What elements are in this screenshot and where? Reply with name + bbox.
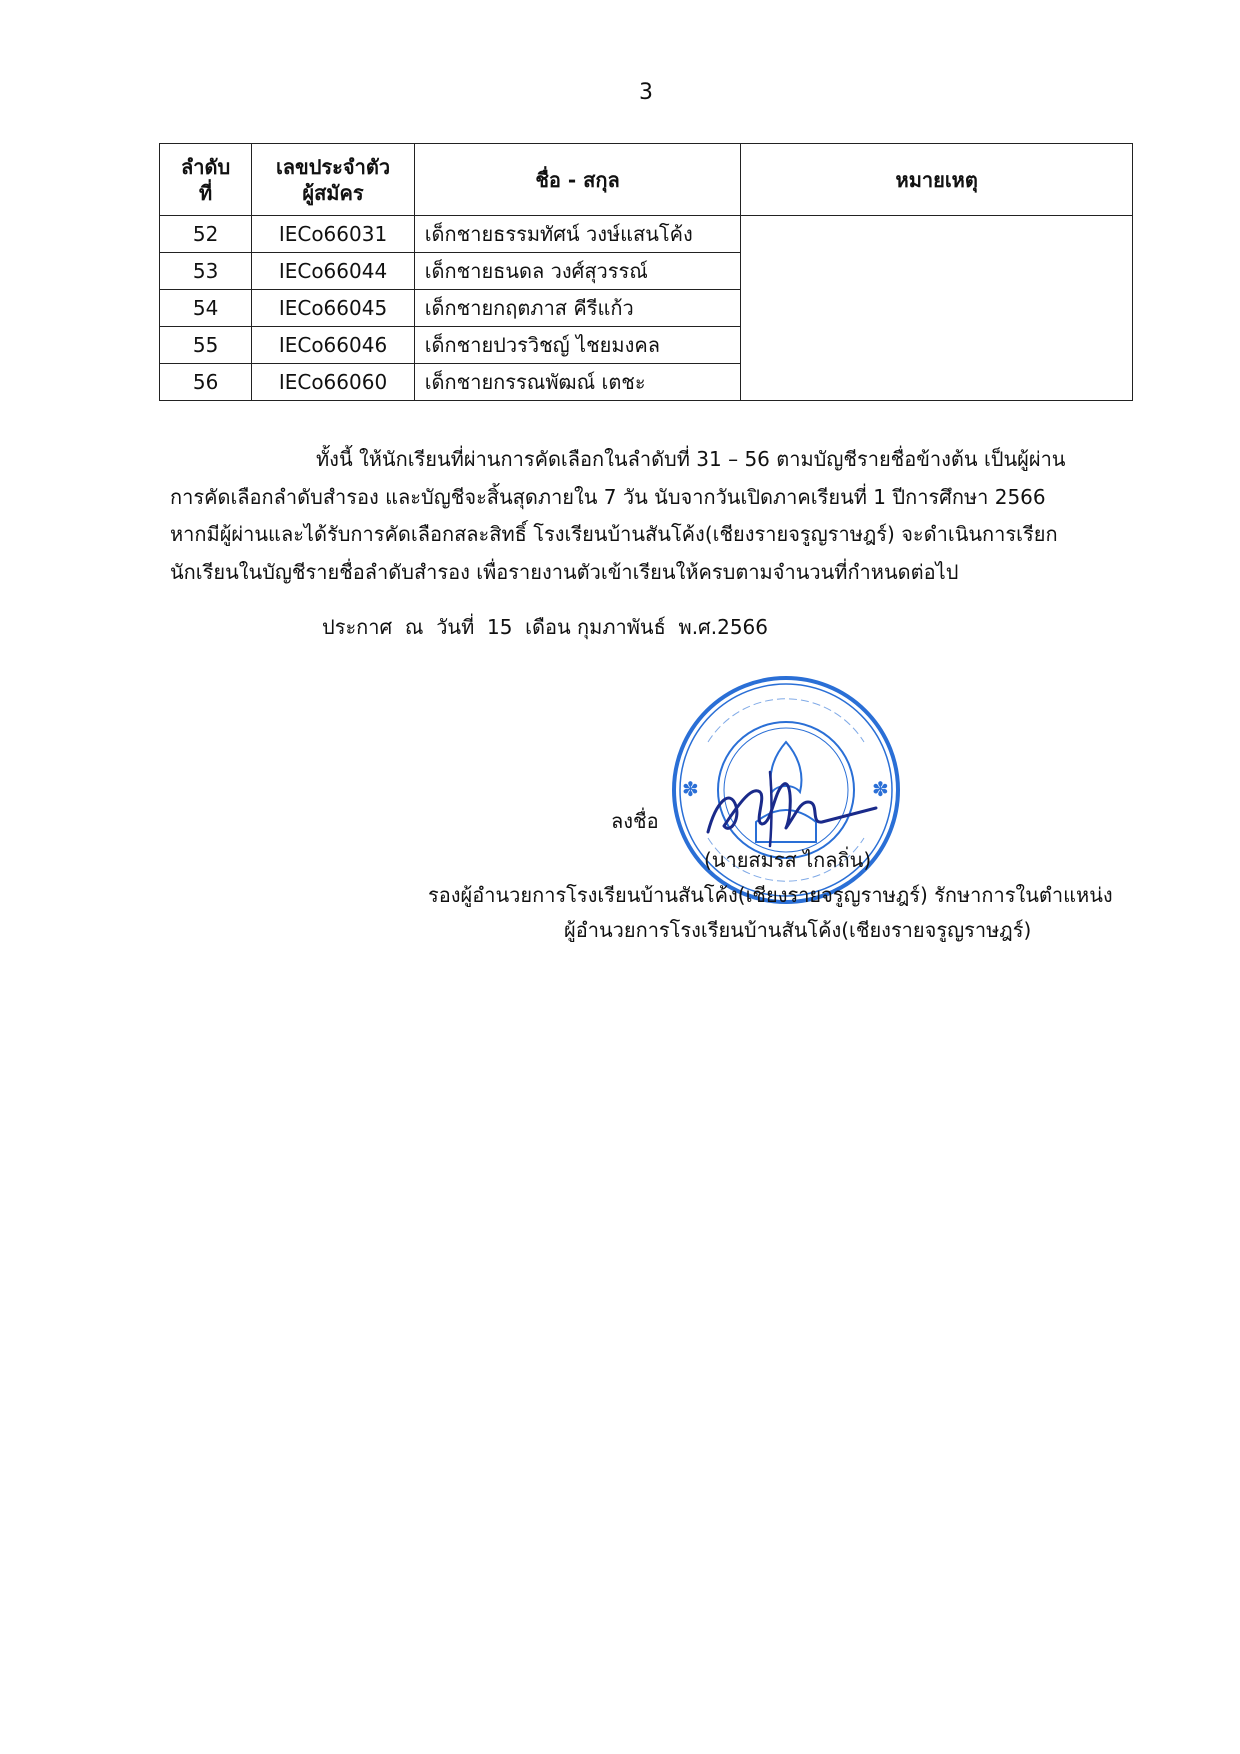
row-order: 54	[160, 290, 252, 327]
handwritten-signature	[700, 762, 880, 852]
row-order: 56	[160, 364, 252, 401]
signer-name: (นายสมรส ไกลถิ่น)	[704, 848, 872, 872]
row-name: เด็กชายกรรณพัฒณ์ เตชะ	[414, 364, 741, 401]
header-applicant-id	[252, 144, 414, 216]
row-name: เด็กชายปวรวิชญ์ ไชยมงคล	[414, 327, 741, 364]
row-applicant-id: IECo66031	[252, 216, 414, 253]
row-order: 55	[160, 327, 252, 364]
signer-position-line1: รองผู้อำนวยการโรงเรียนบ้านสันโค้ง(เชียงรายจรูญราษฎร์) รักษาการในตำแหน่ง	[428, 883, 1113, 907]
announcement-date: ประกาศ ณ วันที่ 15 เดือน กุมภาพันธ์ พ.ศ.2566	[322, 615, 769, 639]
row-name: เด็กชายธนดล วงศ์สุวรรณ์	[414, 253, 741, 290]
table-row	[160, 216, 1133, 253]
row-applicant-id: IECo66045	[252, 290, 414, 327]
table-header-row	[160, 144, 1133, 216]
page-number: 3	[639, 80, 653, 105]
row-applicant-id: IECo66046	[252, 327, 414, 364]
row-applicant-id: IECo66044	[252, 253, 414, 290]
remark-cell	[741, 216, 1133, 401]
row-applicant-id: IECo66060	[252, 364, 414, 401]
candidate-table	[159, 143, 1133, 401]
header-name: ชื่อ - สกุล	[414, 144, 741, 216]
body-line: ทั้งนี้ ให้นักเรียนที่ผ่านการคัดเลือกในลำดับที่ 31 – 56 ตามบัญชีรายชื่อข้างต้น เป็นผู้ผ่าน	[316, 447, 1066, 471]
row-name: เด็กชายกฤตภาส คีรีแก้ว	[414, 290, 741, 327]
header-order-line2: ที่	[199, 180, 213, 205]
header-order-line1: ลำดับ	[181, 154, 231, 179]
svg-text:✽: ✽	[872, 777, 889, 801]
row-order: 52	[160, 216, 252, 253]
body-line: การคัดเลือกลำดับสำรอง และบัญชีจะสิ้นสุดภายใน 7 วัน นับจากวันเปิดภาคเรียนที่ 1 ปีการศึกษา 2566	[170, 484, 1046, 509]
svg-text:✽: ✽	[682, 777, 699, 801]
signature-label: ลงชื่อ	[611, 809, 659, 833]
signer-position-line2: ผู้อำนวยการโรงเรียนบ้านสันโค้ง(เชียงรายจรูญราษฎร์)	[564, 918, 1032, 942]
body-line: หากมีผู้ผ่านและได้รับการคัดเลือกสละสิทธิ์ โรงเรียนบ้านสันโค้ง(เชียงรายจรูญราษฎร์) จะดำเนินการเรียก	[170, 522, 1058, 546]
header-id-line1: เลขประจำตัว	[275, 154, 391, 179]
header-remark: หมายเหตุ	[741, 144, 1133, 216]
body-paragraph	[170, 441, 1118, 591]
body-line: นักเรียนในบัญชีรายชื่อลำดับสำรอง เพื่อรายงานตัวเข้าเรียนให้ครบตามจำนวนที่กำหนดต่อไป	[170, 559, 959, 584]
header-order	[160, 144, 252, 216]
row-name: เด็กชายธรรมทัศน์ วงษ์แสนโค้ง	[414, 216, 741, 253]
header-id-line2: ผู้สมัคร	[302, 180, 364, 205]
row-order: 53	[160, 253, 252, 290]
